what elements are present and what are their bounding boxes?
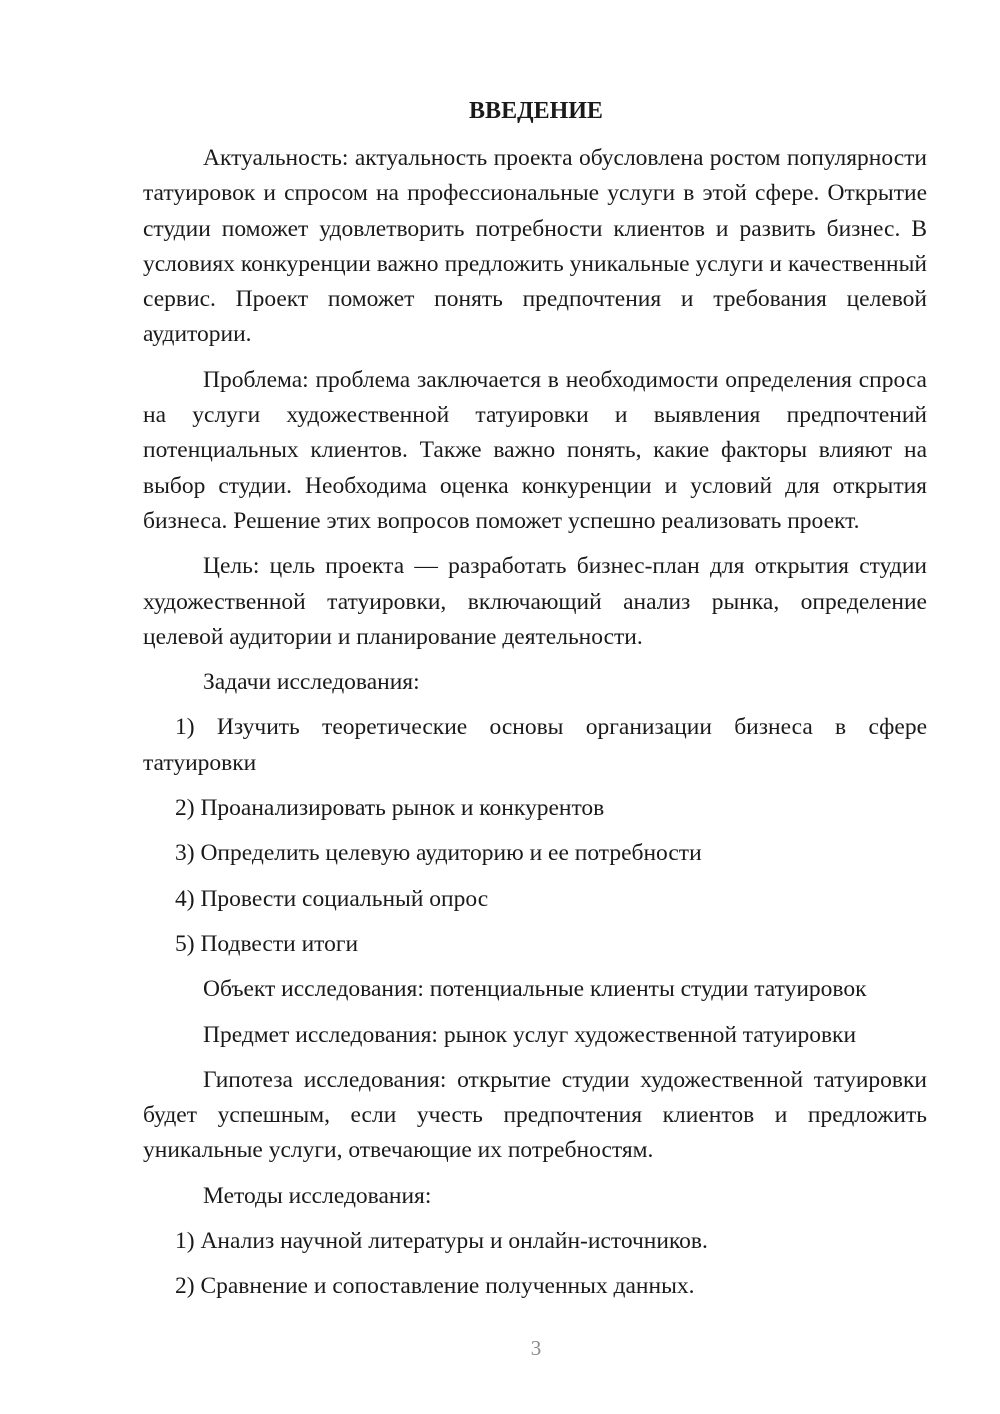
methods-title: Методы исследования: xyxy=(203,1182,432,1209)
task-item-3: 3) Определить целевую аудиторию и ее потребности xyxy=(175,840,702,867)
introduction-body xyxy=(143,141,927,1305)
task-item-4: 4) Провести социальный опрос xyxy=(175,885,489,912)
method-item-1: 1) Анализ научной литературы и онлайн-источников. xyxy=(175,1228,708,1255)
task-item-2: 2) Проанализировать рынок и конкурентов xyxy=(175,795,605,822)
method-item-2: 2) Сравнение и сопоставление полученных данных. xyxy=(175,1273,695,1300)
page-number: 3 xyxy=(530,1336,542,1360)
hypothesis-paragraph: Гипотеза исследования: открытие студии художественной татуировки будет успешным, если учесть предпочтения клиентов и предложить уникальные услуги, отвечающие их потребностям. xyxy=(143,1066,927,1164)
section-heading: ВВЕДЕНИЕ xyxy=(469,98,603,124)
problem-paragraph: Проблема: проблема заключается в необходимости определения спроса на услуги художественной татуировки и выявления предпочтений потенциальных клиентов. Также важно понять, какие факторы влияют на выбор студии. Необходима оценка конкуренции и условий для открытия бизнеса. Решение этих вопросов поможет успешно реализовать проект. xyxy=(143,366,927,534)
goal-paragraph: Цель: цель проекта — разработать бизнес-план для открытия студии художественной татуировки, включающий анализ рынка, определение целевой аудитории и планирование деятельности. xyxy=(143,553,927,650)
task-item-5: 5) Подвести итоги xyxy=(175,930,359,957)
task-item-1: 1) Изучить теоретические основы организации бизнеса в сфере татуировки xyxy=(143,714,927,776)
relevance-paragraph: Актуальность: актуальность проекта обусловлена ростом популярности татуировок и спросом на профессиональные услуги в этой сфере. Открытие студии поможет удовлетворить потребности клиентов и развить бизнес. В условиях конкуренции важно предложить уникальные услуги и качественный сервис. Проект поможет понять предпочтения и требования целевой аудитории. xyxy=(143,145,927,348)
object-paragraph: Объект исследования: потенциальные клиенты студии татуировок xyxy=(203,976,867,1003)
subject-paragraph: Предмет исследования: рынок услуг художественной татуировки xyxy=(203,1021,857,1048)
tasks-title: Задачи исследования: xyxy=(203,669,420,696)
